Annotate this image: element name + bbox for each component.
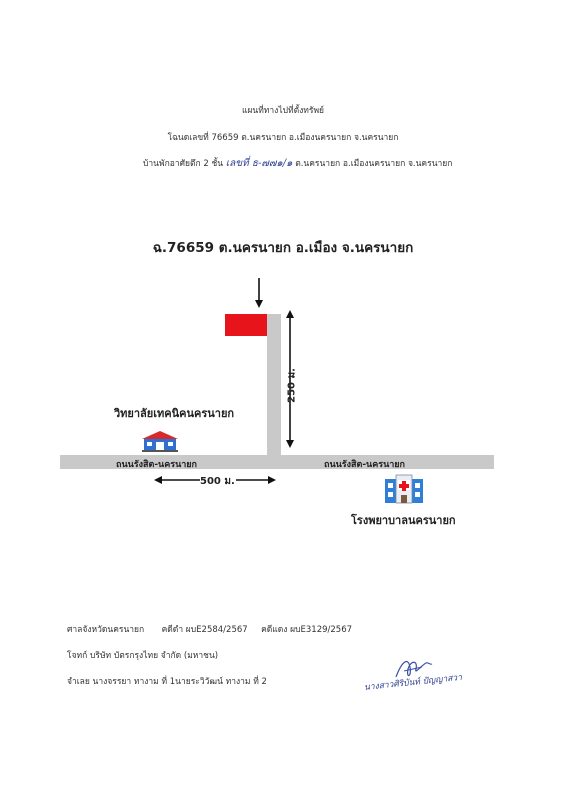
building-handwritten-number: เลขที่ ธ-๗๗๑/๑ <box>225 158 293 169</box>
court-name: ศาลจังหวัดนครนายก <box>67 625 145 635</box>
hospital-label: โรงพยาบาลนครนายก <box>351 514 456 527</box>
road-label-left: ถนนรังสิต-นครนายก <box>116 460 197 470</box>
vertical-distance-label: 250 ม. <box>286 368 298 403</box>
school-icon <box>140 430 180 452</box>
court-line <box>67 622 352 636</box>
deed-line: โฉนดเลขที่ 76659 ต.นครนายก อ.เมืองนครนายก จ.นครนายก <box>167 133 399 143</box>
defendant-line: จำเลย นางจรรยา ทางาม ที่ 1นายระวิวัฒน์ ทางาม ที่ 2 <box>67 677 267 687</box>
road-label-right: ถนนรังสิต-นครนายก <box>324 460 405 470</box>
map-title: ฉ.76659 ต.นครนายก อ.เมือง จ.นครนายก <box>152 240 414 256</box>
horizontal-distance-label: 500 ม. <box>200 476 235 487</box>
building-suffix: ต.นครนายก อ.เมืองนครนายก จ.นครนายก <box>295 159 453 169</box>
red-case: คดีแดง ผบE3129/2567 <box>261 625 353 635</box>
college-label: วิทยาลัยเทคนิคนครนายก <box>114 407 235 420</box>
document-title: แผนที่ทางไปที่ตั้งทรัพย์ <box>241 106 325 116</box>
hospital-icon <box>384 475 424 503</box>
black-case: คดีดำ ผบE2584/2567 <box>161 625 248 635</box>
signature-name: นางสาวศิริบันท์ ปัญญาสวา <box>363 672 463 693</box>
plaintiff-line: โจทก์ บริษัท บัตรกรุงไทย จำกัด (มหาชน) <box>67 651 219 661</box>
building-prefix: บ้านพักอาศัยตึก 2 ชั้น <box>143 159 224 169</box>
